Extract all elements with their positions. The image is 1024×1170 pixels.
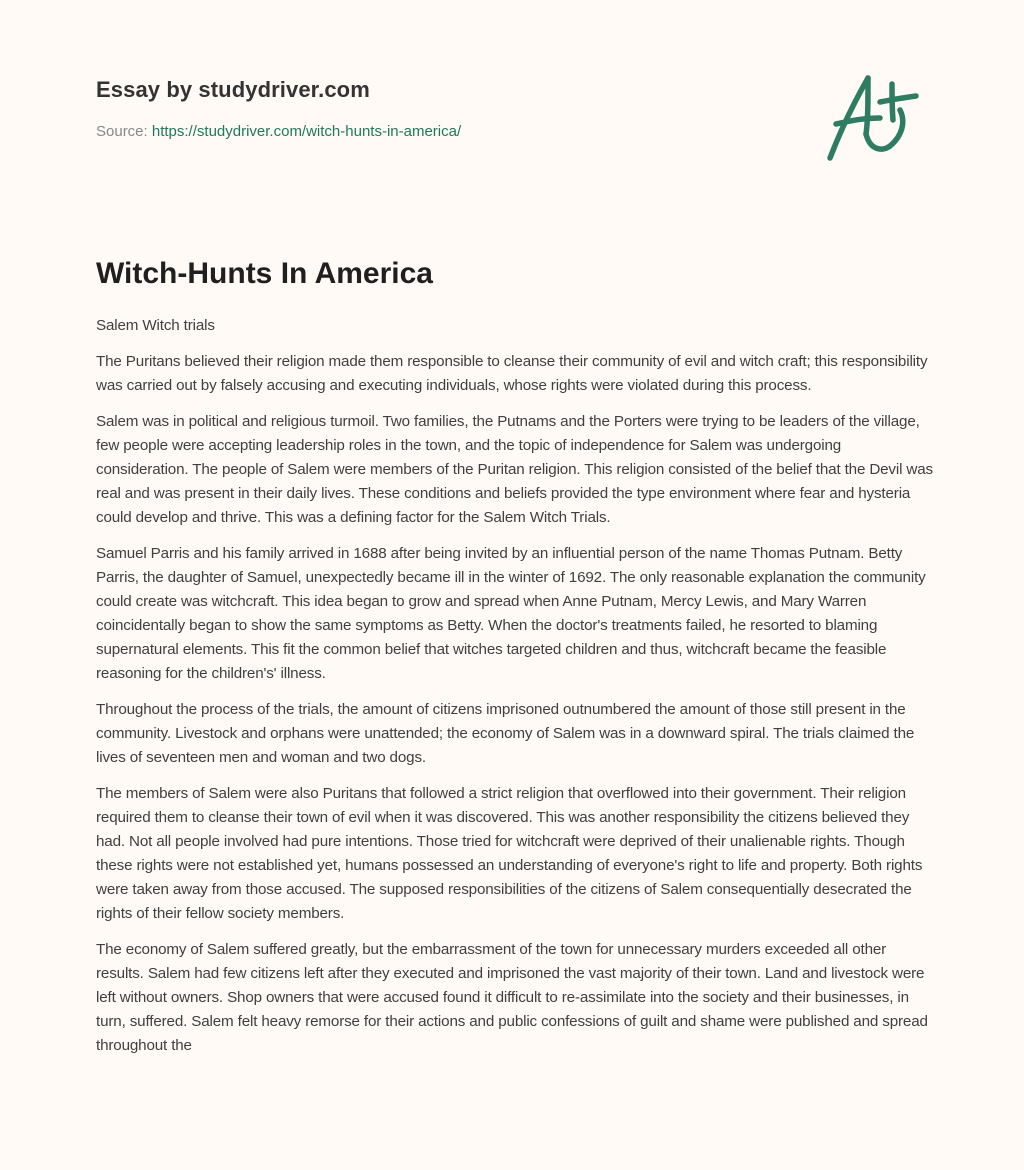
essay-paragraph: Samuel Parris and his family arrived in 1688 after being invited by an influential person of the name Thomas Putnam. Betty Parris, the daughter of Samuel, unexpectedly became ill in the winter of 1692. The only reasonable explanation the community could create was witchcraft. This idea began to grow and spread when Anne Putnam, Mercy Lewis, and Mary Warren coincidentally began to show the same symptoms as Betty. When the doctor's treatments failed, he resorted to blaming supernatural elements. This fit the common belief that witches targeted children and thus, witchcraft became the feasible reasoning for the children's' illness. [96, 545, 926, 682]
source-label: Source: [96, 123, 148, 140]
essay-body [96, 314, 936, 1070]
source-line [96, 122, 796, 142]
a-plus-grade-icon [822, 66, 932, 166]
source-link[interactable]: https://studydriver.com/witch-hunts-in-america/ [151, 123, 462, 140]
essay-paragraph: Salem was in political and religious turmoil. Two families, the Putnams and the Porters were trying to be leaders of the village, few people were accepting leadership roles in the town, and the topic of independence for Salem was undergoing consideration. The people of Salem were members of the Puritan religion. This religion consisted of the belief that the Devil was real and was present in their daily lives. These conditions and beliefs provided the type environment where fear and hysteria could develop and thrive. This was a defining factor for the Salem Witch Trials. [96, 413, 933, 526]
essay-paragraph: Throughout the process of the trials, the amount of citizens imprisoned outnumbered the amount of those still present in the community. Livestock and orphans were unattended; the economy of Salem was in a downward spiral. The trials claimed the lives of seventeen men and woman and two dogs. [96, 701, 915, 766]
essay-paragraph: The members of Salem were also Puritans that followed a strict religion that overflowed into their government. Their religion required them to cleanse their town of evil when it was discovered. This was another responsibility the citizens believed they had. Not all people involved had pure intentions. Those tried for witchcraft were deprived of their unalienable rights. Though these rights were not established yet, humans possessed an understanding of everyone's right to life and property. Both rights were taken away from those accused. The supposed responsibilities of the citizens of Salem consequentially desecrated the rights of their fellow society members. [96, 785, 923, 922]
site-title: Essay by studydriver.com [96, 77, 370, 102]
essay-paragraph: The Puritans believed their religion made them responsible to cleanse their community of evil and witch craft; this responsibility was carried out by falsely accusing and executing individuals, whose rights were violated during this process. [96, 353, 928, 394]
essay-subtitle: Salem Witch trials [96, 317, 215, 334]
essay-paragraph: The economy of Salem suffered greatly, but the embarrassment of the town for unnecessary murders exceeded all other results. Salem had few citizens left after they executed and imprisoned the vast majority of their town. Land and livestock were left without owners. Shop owners that were accused found it difficult to re-assimilate into the society and their businesses, in turn, suffered. Salem felt heavy remorse for their actions and public confessions of guilt and shame were published and spread throughout the [96, 941, 928, 1054]
essay-title: Witch-Hunts In America [96, 257, 433, 290]
page-header [96, 74, 796, 142]
